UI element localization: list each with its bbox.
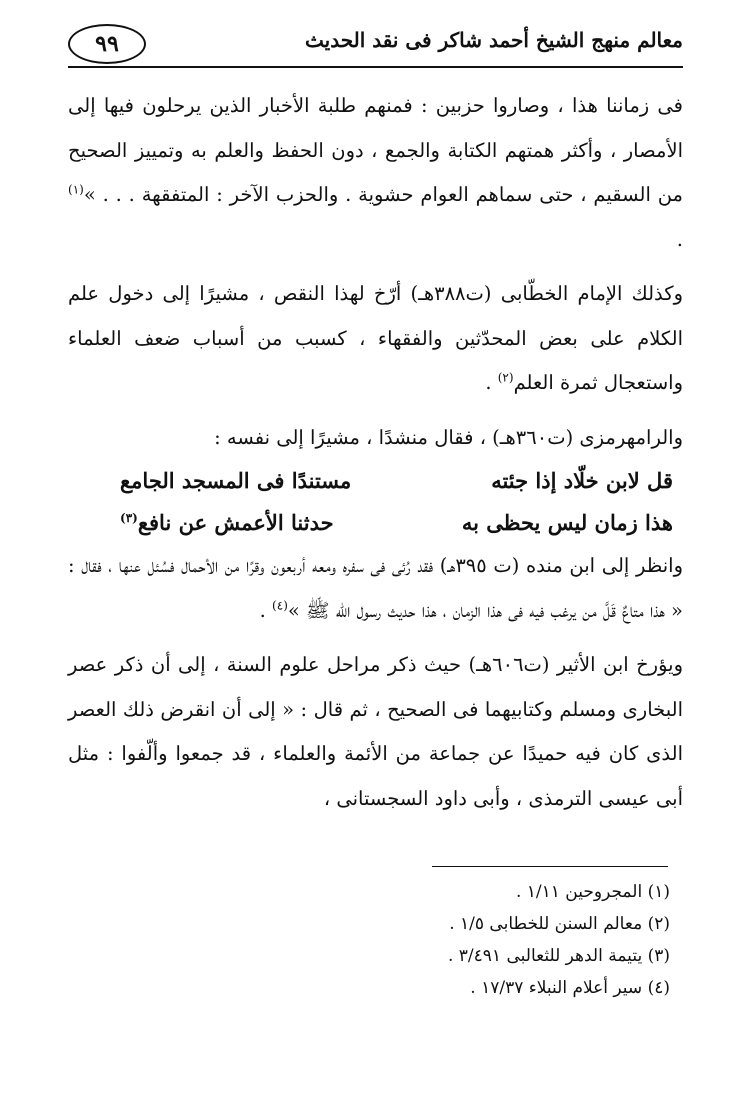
footnote: (٢) معالم السنن للخطابى ١/٥ .	[449, 914, 670, 934]
footnote: (١) المجروحين ١/١١ .	[515, 882, 670, 902]
header-divider	[68, 66, 683, 68]
poem-hemistich: هذا زمان ليس يحظى به	[461, 510, 673, 535]
running-title: معالم منهج الشيخ أحمد شاكر فى نقد الحديث	[305, 28, 683, 52]
poem-hemistich: قل لابن خلّاد إذا جئته	[491, 468, 673, 493]
footnote: (٣) يتيمة الدهر للثعالبى ٣/٤٩١ .	[447, 946, 670, 966]
footnote-ref-3: (٣)	[120, 511, 138, 525]
poem-hemistich: مستندًا فى المسجد الجامع	[120, 468, 352, 493]
paragraph-4: وانظر إلى ابن منده (ت ٣٩٥هـ) فقد رُئى فى سفره ومعه أربعون وقرًا من الأحمال فسُئل عنها ، فقال : « هذا متاعٌ قَلَّ من يرغب فيه فى هذا الزمان ، هذا حديث رسول الله ﷺ »$^{(٤)}$ .	[68, 554, 683, 622]
paragraph-3: والرامهرمزى (ت٣٦٠هـ) ، فقال منشدًا ، مشيرًا إلى نفسه :	[214, 425, 683, 449]
footnote-ref-1: (١)	[68, 182, 84, 197]
poem-hemistich: حدثنا الأعمش عن نافع$^{(٣)}$	[120, 510, 334, 535]
paragraph-5: ويؤرخ ابن الأثير (ت٦٠٦هـ) حيث ذكر مراحل علوم السنة ، إلى أن ذكر عصر البخارى ومسلم وكتابيهما فى الصحيح ، ثم قال : « إلى أن انقرض ذلك العصر الذى كان فيه حميدًا عن جماعة من الأئمة والعلماء ، قد جمعوا وألّفوا : مثل أبى عيسى الترمذى ، وأبى داود السجستانى ،	[68, 653, 684, 810]
footnotes	[300, 876, 670, 1004]
page-header	[68, 22, 683, 68]
footnote-ref-2: (٢)	[497, 370, 514, 385]
poem	[68, 460, 683, 544]
page-number: ٩٩	[68, 24, 146, 64]
poem-line-2	[68, 502, 683, 544]
footnote-divider	[432, 866, 668, 867]
poem-line-1	[68, 460, 683, 502]
footnote: (٤) سير أعلام النبلاء ١٧/٣٧ .	[470, 978, 670, 998]
footnote-ref-4: (٤)	[272, 598, 288, 612]
paragraph-1: فى زماننا هذا ، وصاروا حزبين : فمنهم طلبة الأخبار الذين يرحلون فيها إلى الأمصار ، وأكثر همتهم الكتابة والجمع ، دون الحفظ والعلم به وتمييز الصحيح من السقيم ، حتى سماهم العوام حشوية . والحزب الآخر : المتفقهة . . . »$^{(١)}$ .	[68, 94, 683, 251]
body-text	[68, 84, 683, 821]
paragraph-2: وكذلك الإمام الخطّابى (ت٣٨٨هـ) أرّخ لهذا النقص ، مشيرًا إلى دخول علم الكلام على بعض المحدّثين والفقهاء ، كسبب من أسباب ضعف العلماء واستعجال ثمرة العلم$^{(٢)}$ .	[68, 282, 683, 394]
